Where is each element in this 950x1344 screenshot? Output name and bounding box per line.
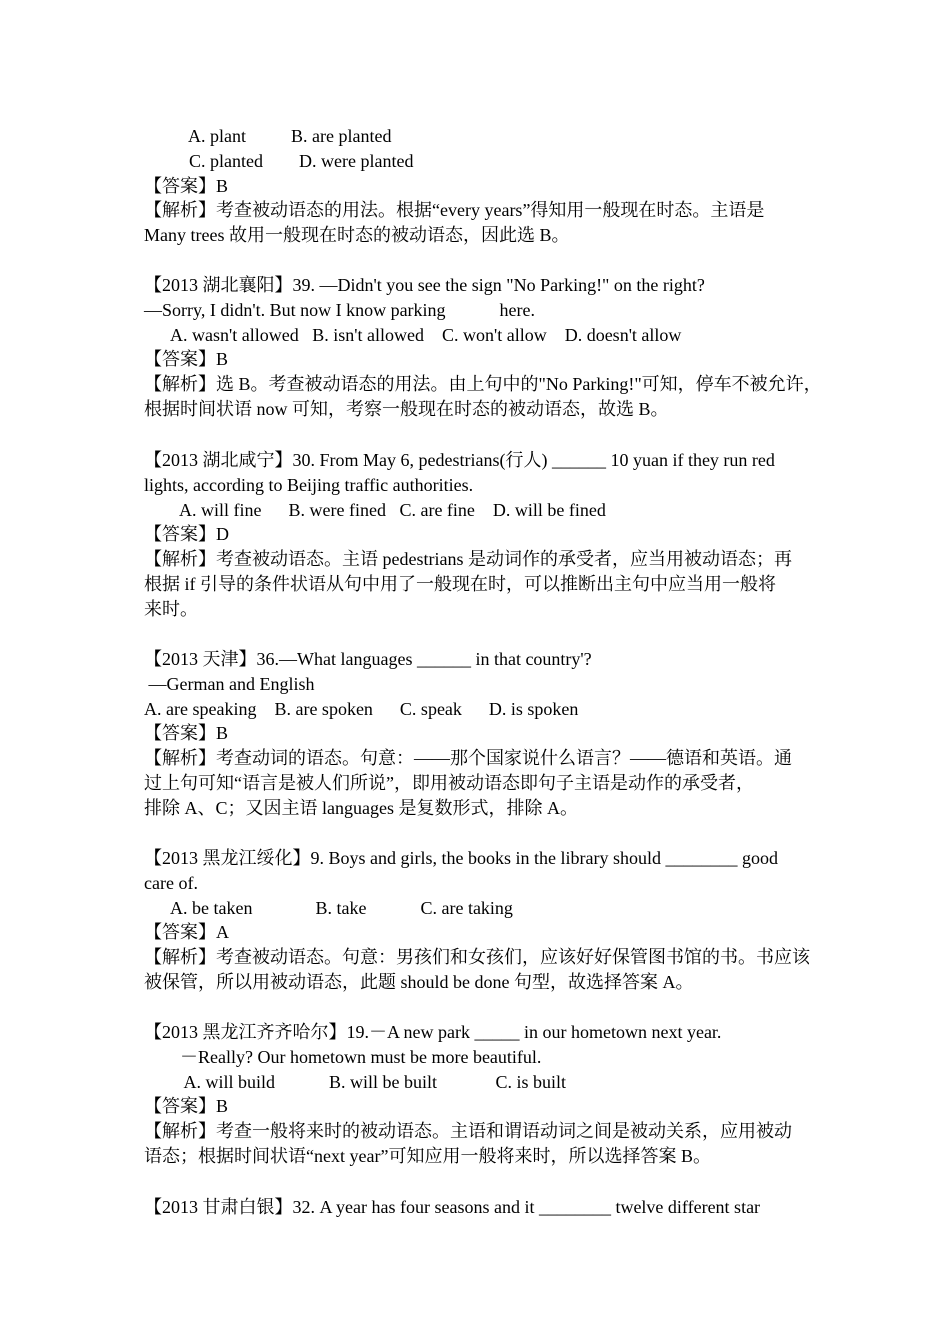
question-line: －Really? Our hometown must be more beautiful. [144, 1046, 542, 1067]
explanation-line: 过上句可知“语言是被人们所说”，即用被动语态即句子主语是动作的承受者， [144, 772, 754, 793]
explanation-line: 根据时间状语 now 可知，考察一般现在时态的被动语态，故选 B。 [144, 398, 669, 419]
options-line: A. plant B. are planted [144, 126, 392, 146]
question-line: 【2013 黑龙江绥化】9. Boys and girls, the books in the library should ________ good [144, 848, 778, 868]
explanation-line: 【解析】考查一般将来时的被动语态。主语和谓语动词之间是被动关系，应用被动 [144, 1121, 792, 1142]
question-line: lights, according to Beijing traffic authorities. [144, 474, 474, 495]
explanation-line: 来时。 [144, 598, 198, 619]
question-block-2 [144, 273, 824, 422]
question-block-1 [144, 124, 824, 248]
explanation-line: 根据 if 引导的条件状语从句中用了一般现在时，可以推断出主句中应当用一般将 [144, 573, 776, 594]
explanation-line: 【解析】考查被动语态。主语 pedestrians 是动词作的承受者，应当用被动语态；再 [144, 549, 792, 570]
question-line: 【2013 天津】36.—What languages ______ in that country'? [144, 649, 592, 669]
explanation-line: 语态；根据时间状语“next year”可知应用一般将来时，所以选择答案 B。 [144, 1145, 711, 1166]
question-line: 【2013 黑龙江齐齐哈尔】19.－A new park _____ in our hometown next year. [144, 1022, 722, 1042]
options-line: A. wasn't allowed B. isn't allowed C. won't allow D. doesn't allow [144, 324, 682, 345]
question-line: care of. [144, 872, 198, 893]
explanation-line: 【解析】考查动词的语态。句意：——那个国家说什么语言？——德语和英语。通 [144, 748, 792, 769]
options-line: A. will build B. will be built C. is built [144, 1071, 567, 1092]
explanation-line: 排除 A、C；又因主语 languages 是复数形式，排除 A。 [144, 797, 578, 818]
question-block-3 [144, 448, 824, 622]
explanation-line: 【解析】选 B。考查被动语态的用法。由上句中的"No Parking!"可知，停车不被允许， [144, 374, 822, 395]
answer-line: 【答案】B [144, 723, 229, 744]
options-line: C. planted D. were planted [144, 150, 414, 171]
question-line: 【2013 湖北咸宁】30. From May 6, pedestrians(行人) ______ 10 yuan if they run red [144, 450, 775, 470]
options-line: A. will fine B. were fined C. are fine D. will be fined [144, 499, 606, 520]
explanation-line: 被保管，所以用被动语态，此题 should be done 句型，故选择答案 A。 [144, 971, 694, 992]
answer-line: 【答案】B [144, 175, 229, 196]
question-block-7 [144, 1195, 824, 1220]
explanation-line: Many trees 故用一般现在时态的被动语态，因此选 B。 [144, 225, 570, 246]
answer-line: 【答案】B [144, 1096, 229, 1117]
question-line: 【2013 湖北襄阳】39. —Didn't you see the sign "No Parking!" on the right? [144, 275, 705, 295]
explanation-line: 【解析】考查被动语态。句意：男孩们和女孩们，应该好好保管图书馆的书。书应该 [144, 947, 810, 968]
options-line: A. be taken B. take C. are taking [144, 897, 513, 918]
question-block-4 [144, 647, 824, 821]
question-block-5 [144, 846, 824, 995]
question-line: 【2013 甘肃白银】32. A year has four seasons and it ________ twelve different star [144, 1197, 761, 1217]
question-block-6 [144, 1020, 824, 1169]
answer-line: 【答案】A [144, 922, 229, 943]
question-line: —German and English [144, 673, 315, 694]
explanation-line: 【解析】考查被动语态的用法。根据“every years”得知用一般现在时态。主语是 [144, 200, 765, 221]
answer-line: 【答案】B [144, 349, 229, 370]
answer-line: 【答案】D [144, 524, 229, 545]
options-line: A. are speaking B. are spoken C. speak D. is spoken [144, 698, 579, 719]
question-line: —Sorry, I didn't. But now I know parking here. [144, 299, 536, 320]
